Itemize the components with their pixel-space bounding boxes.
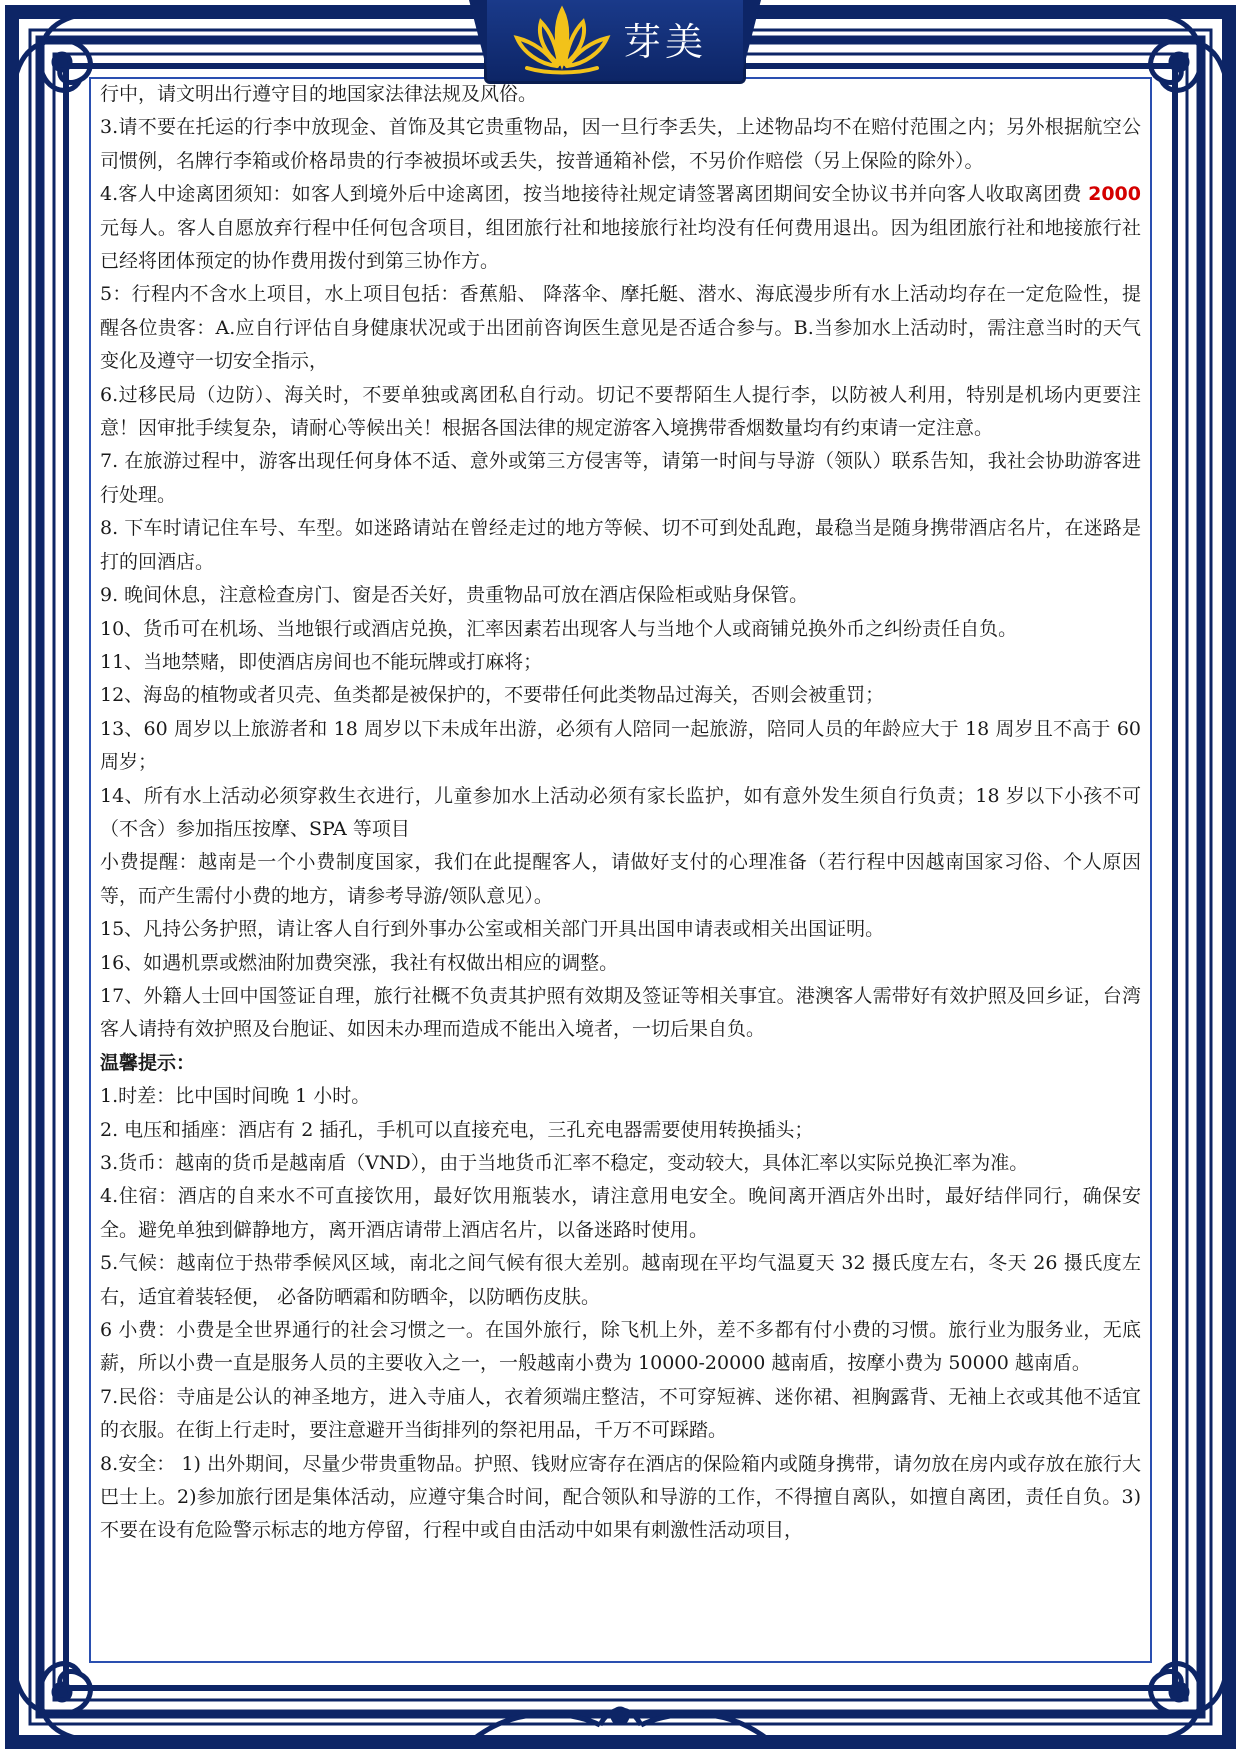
paragraph: 16、如遇机票或燃油附加费突涨，我社有权做出相应的调整。	[100, 951, 619, 974]
paragraph: 8. 下车时请记住车号、车型。如迷路请站在曾经走过的地方等候、切不可到处乱跑，最稳当是随身携带酒店名片，在迷路是打的回酒店。	[100, 517, 1141, 573]
paragraph: 6.过移民局（边防）、海关时，不要单独或离团私自行动。切记不要帮陌生人提行李，以防被人利用，特别是机场内更要注意！因审批手续复杂，请耐心等候出关！根据各国法律的规定游客入境携带香烟数量均有约束请一定注意。	[100, 383, 1141, 440]
paragraph: 1.时差：比中国时间晚 1 小时。	[100, 1085, 371, 1108]
corner-ornament-top-left	[12, 12, 110, 110]
paragraph: 5：行程内不含水上项目，水上项目包括：香蕉船、 降落伞、摩托艇、潜水、海底漫步所有水上活动均存在一定危险性，提醒各位贵客：A.应自行评估自身健康状况或于出团前咨询医生意见是否适合参与。B.当参加水上活动时，需注意当时的天气变化及遵守一切安全指示，	[100, 283, 1141, 373]
tips-heading: 温馨提示：	[100, 1051, 196, 1074]
lotus-flower-icon	[507, 4, 617, 78]
corner-ornament-bottom-left	[12, 1644, 110, 1742]
paragraph: 17、外籍人士回中国签证自理，旅行社概不负责其护照有效期及签证等相关事宜。港澳客人需带好有效护照及回乡证，台湾客人请持有效护照及台胞证、如因未办理而造成不能出入境者，一切后果自负。	[100, 984, 1141, 1041]
brand-name: 芽美	[623, 20, 708, 64]
departure-fee-amount: 2000	[1088, 183, 1141, 206]
paragraph: 15、凡持公务护照，请让客人自行到外事办公室或相关部门开具出国申请表或相关出国证明。	[100, 918, 885, 941]
paragraph: 4.住宿：酒店的自来水不可直接饮用，最好饮用瓶装水，请注意用电安全。晚间离开酒店外出时，最好结伴同行，确保安全。避免单独到僻静地方，离开酒店请带上酒店名片，以备迷路时使用。	[100, 1185, 1141, 1241]
logo-banner	[484, 0, 746, 84]
paragraph: 7. 在旅游过程中，游客出现任何身体不适、意外或第三方侵害等，请第一时间与导游（领队）联系告知，我社会协助游客进行处理。	[100, 450, 1141, 506]
paragraph: 7.民俗：寺庙是公认的神圣地方，进入寺庙人，衣着须端庄整洁，不可穿短裤、迷你裙、袒胸露背、无袖上衣或其他不适宜的衣服。在街上行走时，要注意避开当街排列的祭祀用品，千万不可踩踏。	[100, 1385, 1141, 1442]
paragraph: 12、海岛的植物或者贝壳、鱼类都是被保护的，不要带任何此类物品过海关，否则会被重罚；	[100, 684, 885, 707]
corner-ornament-top-right	[1131, 12, 1229, 110]
item4-text-after: 元每人。客人自愿放弃行程中任何包含项目，组团旅行社和地接旅行社均没有任何费用退出。因为组团旅行社和地接旅行社已经将团体预定的协作费用拨付到第三协作方。	[100, 216, 1141, 273]
paragraph: 9. 晚间休息，注意检查房门、窗是否关好，贵重物品可放在酒店保险柜或贴身保管。	[100, 584, 809, 607]
paragraph: 3.请不要在托运的行李中放现金、首饰及其它贵重物品，因一旦行李丢失，上述物品均不在赔付范围之内；另外根据航空公司惯例，名牌行李箱或价格昂贵的行李被损坏或丢失，按普通箱补偿，不另价作赔偿（另上保险的除外）。	[100, 116, 1141, 172]
paragraph: 10、货币可在机场、当地银行或酒店兑换，汇率因素若出现客人与当地个人或商铺兑换外币之纠纷责任自负。	[100, 617, 1018, 640]
paragraph: 13、60 周岁以上旅游者和 18 周岁以下未成年出游，必须有人陪同一起旅游，陪同人员的年龄应大于 18 周岁且不高于 60 周岁；	[100, 717, 1141, 774]
paragraph: 3.货币：越南的货币是越南盾（VND），由于当地货币汇率不稳定，变动较大，具体汇率以实际兑换汇率为准。	[100, 1152, 1029, 1174]
paragraph: 小费提醒：越南是一个小费制度国家，我们在此提醒客人，请做好支付的心理准备（若行程中因越南国家习俗、个人原因等，而产生需付小费的地方，请参考导游/领队意见）。	[100, 851, 1141, 907]
paragraph: 行中，请文明出行遵守目的地国家法律法规及风俗。	[100, 83, 538, 105]
item4-text-before: 4.客人中途离团须知：如客人到境外后中途离团，按当地接待社规定请签署离团期间安全协议书并向客人收取离团费	[100, 183, 1089, 206]
document-body	[100, 78, 1141, 1660]
paragraph: 6 小费：小费是全世界通行的社会习惯之一。在国外旅行，除飞机上外，差不多都有付小费的习惯。旅行业为服务业，无底薪，所以小费一直是服务人员的主要收入之一，一般越南小费为 10000-20000 越南盾，按摩小费为 50000 越南盾。	[100, 1319, 1141, 1375]
paragraph: 8.安全： 1) 出外期间，尽量少带贵重物品。护照、钱财应寄存在酒店的保险箱内或随身携带，请勿放在房内或存放在旅行大巴士上。2)参加旅行团是集体活动，应遵守集合时间，配合领队和导游的工作，不得擅自离队，如擅自离团，责任自负。3)不要在设有危险警示标志的地方停留，行程中或自由活动中如果有刺激性活动项目，	[100, 1452, 1141, 1542]
paragraph: 14、所有水上活动必须穿救生衣进行，儿童参加水上活动必须有家长监护，如有意外发生须自行负责；18 岁以下小孩不可（不含）参加指压按摩、SPA 等项目	[100, 784, 1141, 840]
paragraph: 11、当地禁赌，即使酒店房间也不能玩牌或打麻将；	[100, 650, 543, 673]
corner-ornament-bottom-right	[1131, 1644, 1229, 1742]
paragraph: 2. 电压和插座：酒店有 2 插孔，手机可以直接充电，三孔充电器需要使用转换插头；	[100, 1118, 814, 1141]
paragraph-item-4	[100, 178, 1141, 278]
paragraph: 5.气候：越南位于热带季候风区域，南北之间气候有很大差别。越南现在平均气温夏天 32 摄氏度左右，冬天 26 摄氏度左右，适宜着装轻便， 必备防晒霜和防晒伞，以防晒伤皮肤。	[100, 1252, 1141, 1308]
